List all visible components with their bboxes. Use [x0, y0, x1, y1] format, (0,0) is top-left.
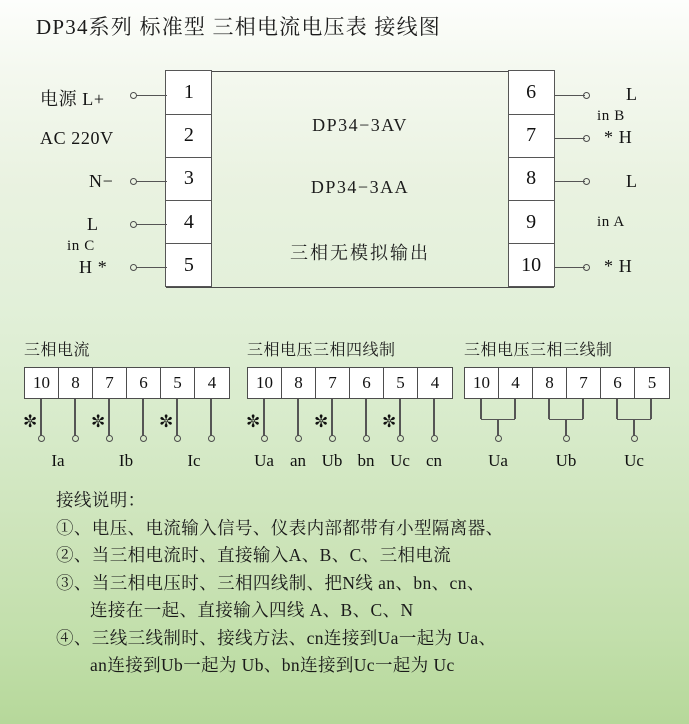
- group-2-bracket-leg-Uc-0: [616, 399, 617, 419]
- group-0-drop-wire-7: [108, 399, 109, 436]
- l-in-c-h-label: H *: [79, 257, 108, 277]
- terminal-1[interactable]: 1: [165, 70, 212, 114]
- group-2-connection-dot-Ub[interactable]: [563, 435, 570, 442]
- group-0-drop-wire-4: [210, 399, 211, 436]
- group-1-cell-6[interactable]: 6: [350, 368, 384, 398]
- in-a-l-label: L: [626, 171, 638, 191]
- l-in-c-l-label: L: [87, 214, 99, 234]
- group-2-bracket-leg-Ub-0: [548, 399, 549, 419]
- group-1-cell-5[interactable]: 5: [384, 368, 418, 398]
- group-title-2: 三相电压三相三线制: [464, 342, 613, 359]
- note-line-3-cont: 连接在一起、直接输入四线 A、B、C、N: [90, 600, 414, 620]
- connection-dot-terminal-3[interactable]: [130, 178, 137, 185]
- group-1-drop-wire-4: [433, 399, 434, 436]
- terminal-4[interactable]: 4: [165, 200, 212, 244]
- group-0-cell-7[interactable]: 7: [93, 368, 127, 398]
- group-1-connection-dot-6[interactable]: [363, 435, 370, 442]
- group-1-drop-wire-8: [297, 399, 298, 436]
- group-2-connection-dot-Uc[interactable]: [631, 435, 638, 442]
- group-0-connection-dot-5[interactable]: [174, 435, 181, 442]
- group-1-drop-wire-6: [365, 399, 366, 436]
- group-0-drop-wire-8: [74, 399, 75, 436]
- connection-dot-terminal-4[interactable]: [130, 221, 137, 228]
- notes-heading: 接线说明：: [56, 490, 146, 510]
- lead-wire-terminal-7: [554, 138, 585, 139]
- model-dp34-3av: DP34−3AV: [312, 115, 408, 135]
- lead-wire-terminal-3: [136, 181, 167, 182]
- group-1-output-label-Ub: Ub: [321, 451, 343, 470]
- terminal-7[interactable]: 7: [508, 114, 555, 158]
- group-2-output-label-Ub: Ub: [555, 451, 577, 470]
- group-0-cell-6[interactable]: 6: [127, 368, 161, 398]
- group-2-bracket-leg-Ub-1: [582, 399, 583, 419]
- group-2-connection-dot-Ua[interactable]: [495, 435, 502, 442]
- group-1-cell-10[interactable]: 10: [248, 368, 282, 398]
- group-2-cell-5[interactable]: 5: [647, 373, 657, 392]
- group-2-bracket-stub-Uc: [633, 419, 634, 436]
- meter-body: [166, 71, 554, 288]
- group-2-cell-10[interactable]: 10: [465, 368, 499, 398]
- lead-wire-terminal-5: [136, 267, 167, 268]
- group-1-output-label-Uc: Uc: [390, 451, 410, 470]
- lead-wire-terminal-6: [554, 95, 585, 96]
- group-1-connection-dot-4[interactable]: [431, 435, 438, 442]
- note-line-3: ③、当三相电压时、三相四线制、把N线 an、bn、cn、: [56, 572, 485, 593]
- group-0-drop-wire-5: [176, 399, 177, 436]
- group-1-connection-dot-5[interactable]: [397, 435, 404, 442]
- group-2-cell-4[interactable]: 4: [499, 368, 533, 398]
- terminal-10[interactable]: 10: [508, 243, 555, 287]
- terminal-6[interactable]: 6: [508, 70, 555, 114]
- right-terminal-column: [508, 70, 555, 287]
- group-1-cell-8[interactable]: 8: [282, 368, 316, 398]
- group-1-drop-wire-10: [263, 399, 264, 436]
- group-2-cell-6[interactable]: 6: [601, 368, 635, 398]
- group-0-polarity-star-5: ✼: [159, 412, 174, 431]
- group-2-cell-7[interactable]: 7: [567, 368, 601, 398]
- group-0-cell-4[interactable]: 4: [207, 373, 217, 392]
- group-0-output-label-Ic: Ic: [187, 451, 201, 470]
- note-line-4: ④、三线三线制时、接线方法、cn连接到Ua一起为 Ua、: [56, 627, 497, 648]
- group-1-cell-7[interactable]: 7: [316, 368, 350, 398]
- group-1-output-label-Ua: Ua: [254, 451, 274, 470]
- group-table-0: [24, 367, 230, 399]
- group-0-connection-dot-8[interactable]: [72, 435, 79, 442]
- group-2-bracket-stub-Ua: [497, 419, 498, 436]
- lead-wire-terminal-8: [554, 181, 585, 182]
- in-b-in-label: in B: [597, 108, 625, 124]
- group-three-phase-current: [23, 337, 239, 470]
- note-line-4-cont: an连接到Ub一起为 Ub、bn连接到Uc一起为 Uc: [90, 655, 455, 675]
- group-1-connection-dot-7[interactable]: [329, 435, 336, 442]
- group-0-polarity-star-7: ✼: [91, 412, 106, 431]
- terminal-9[interactable]: 9: [508, 200, 555, 244]
- ac-220v-label: AC 220V: [40, 128, 114, 148]
- connection-dot-terminal-7[interactable]: [583, 135, 590, 142]
- in-b-l-label: L: [626, 84, 638, 104]
- left-terminal-column: [165, 70, 212, 287]
- group-2-output-label-Ua: Ua: [488, 451, 508, 470]
- lead-wire-terminal-4: [136, 224, 167, 225]
- group-0-output-label-Ia: Ia: [51, 451, 65, 470]
- meter-model-labels: [214, 72, 506, 287]
- group-1-output-label-cn: cn: [425, 451, 443, 470]
- group-title-0: 三相电流: [24, 342, 91, 359]
- terminal-5[interactable]: 5: [165, 243, 212, 287]
- group-1-output-label-bn: bn: [357, 451, 375, 470]
- group-1-drop-wire-5: [399, 399, 400, 436]
- lead-wire-terminal-10: [554, 267, 585, 268]
- group-2-bracket-stub-Ub: [565, 419, 566, 436]
- group-0-output-label-Ib: Ib: [118, 451, 134, 470]
- terminal-8[interactable]: 8: [508, 157, 555, 201]
- group-table-1: [247, 367, 453, 399]
- page-title: DP34系列 标准型 三相电流电压表 接线图: [36, 15, 441, 39]
- note-line-2: ②、当三相电流时、直接输入A、B、C、三相电流: [56, 545, 452, 565]
- terminal-2[interactable]: 2: [165, 114, 212, 158]
- group-table-2: [464, 367, 670, 399]
- group-1-polarity-star-10: ✼: [246, 412, 261, 431]
- group-0-cell-5[interactable]: 5: [161, 368, 195, 398]
- l-in-c-in-label: in C: [67, 238, 95, 254]
- in-b-h-label: * H: [604, 127, 633, 147]
- power-l-plus-label: 电源 L+: [40, 89, 105, 109]
- group-2-bracket-leg-Ua-0: [480, 399, 481, 419]
- group-1-drop-wire-7: [331, 399, 332, 436]
- group-three-phase-voltage-three-wire: [464, 337, 679, 470]
- group-0-connection-dot-4[interactable]: [208, 435, 215, 442]
- model-dp34-3aa: DP34−3AA: [310, 177, 410, 197]
- group-0-polarity-star-10: ✼: [23, 412, 38, 431]
- in-a-h-label: * H: [604, 256, 633, 276]
- group-1-connection-dot-8[interactable]: [295, 435, 302, 442]
- neutral-label: N−: [89, 171, 114, 191]
- group-0-connection-dot-10[interactable]: [38, 435, 45, 442]
- group-0-connection-dot-7[interactable]: [106, 435, 113, 442]
- group-three-phase-voltage-four-wire: [246, 337, 462, 470]
- group-1-cell-4[interactable]: 4: [430, 373, 440, 392]
- terminal-3[interactable]: 3: [165, 157, 212, 201]
- group-2-cell-8[interactable]: 8: [533, 368, 567, 398]
- in-a-in-label: in A: [597, 214, 625, 230]
- group-0-drop-wire-6: [142, 399, 143, 436]
- group-0-drop-wire-10: [40, 399, 41, 436]
- group-2-output-label-Uc: Uc: [624, 451, 644, 470]
- group-1-polarity-star-7: ✼: [314, 412, 329, 431]
- wiring-notes: [56, 487, 504, 680]
- no-analog-output-label: 三相无模拟输出: [290, 243, 430, 263]
- group-0-cell-10[interactable]: 10: [25, 368, 59, 398]
- group-title-1: 三相电压三相四线制: [247, 342, 396, 359]
- group-1-polarity-star-5: ✼: [382, 412, 397, 431]
- group-1-output-label-an: an: [289, 451, 307, 470]
- group-2-bracket-leg-Uc-1: [650, 399, 651, 419]
- connection-dot-terminal-5[interactable]: [130, 264, 137, 271]
- group-2-bracket-leg-Ua-1: [514, 399, 515, 419]
- lead-wire-terminal-1: [136, 95, 167, 96]
- connection-dot-terminal-1[interactable]: [130, 92, 137, 99]
- connection-dot-terminal-10[interactable]: [583, 264, 590, 271]
- group-0-cell-8[interactable]: 8: [59, 368, 93, 398]
- note-line-1: ①、电压、电流输入信号、仪表内部都带有小型隔离器、: [56, 517, 504, 538]
- group-1-connection-dot-10[interactable]: [261, 435, 268, 442]
- connection-dot-terminal-6[interactable]: [583, 92, 590, 99]
- connection-dot-terminal-8[interactable]: [583, 178, 590, 185]
- group-0-connection-dot-6[interactable]: [140, 435, 147, 442]
